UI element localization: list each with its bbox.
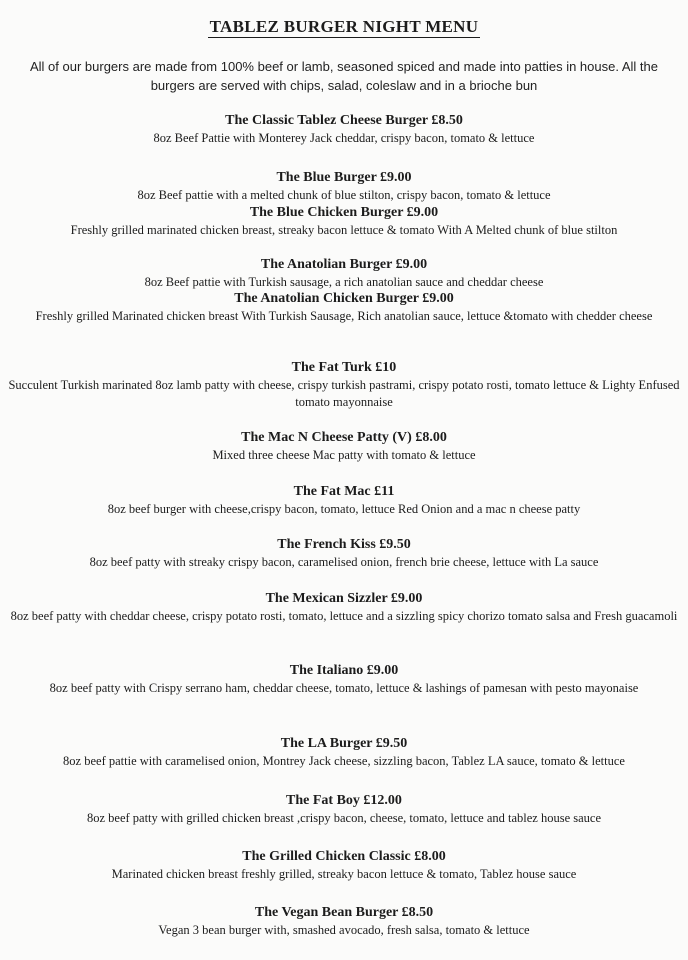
menu-item-fat-mac xyxy=(0,483,688,518)
menu-item-desc: 8oz beef pattie with caramelised onion, Montrey Jack cheese, sizzling bacon, Tablez LA sauce, tomato & lettuce xyxy=(63,754,625,768)
menu-item-name: The Blue Burger £9.00 xyxy=(276,170,412,185)
menu-item-italiano xyxy=(0,662,688,697)
menu-item-name: The Fat Mac £11 xyxy=(293,484,395,499)
menu-item-name: The French Kiss £9.50 xyxy=(277,537,411,552)
menu-item-name: The Anatolian Burger £9.00 xyxy=(260,257,428,272)
menu-item-desc: 8oz Beef Pattie with Monterey Jack cheddar, crispy bacon, tomato & lettuce xyxy=(153,131,535,145)
menu-item-name: The LA Burger £9.50 xyxy=(280,736,408,751)
menu-item-name: The Classic Tablez Cheese Burger £8.50 xyxy=(225,113,463,128)
menu-item-vegan-bean xyxy=(0,904,688,939)
menu-item-desc: 8oz beef patty with grilled chicken breast ,crispy bacon, cheese, tomato, lettuce and tablez house sauce xyxy=(86,811,602,825)
menu-item-desc: 8oz beef patty with Crispy serrano ham, cheddar cheese, tomato, lettuce & lashings of pamesan with pesto mayonaise xyxy=(49,681,639,695)
menu-item-anatolian xyxy=(0,256,688,291)
menu-item-desc: Succulent Turkish marinated 8oz lamb patty with cheese, crispy turkish pastrami, crispy potato rosti, tomato lettuce & Lighty Enfused tomato mayonnaise xyxy=(8,378,680,409)
menu-item-name: The Mac N Cheese Patty (V) £8.00 xyxy=(241,430,447,445)
menu-item-blue-chicken xyxy=(0,204,688,239)
menu-item-desc: Freshly grilled marinated chicken breast, streaky bacon lettuce & tomato With A Melted chunk of blue stilton xyxy=(70,223,618,237)
menu-item-mexican-sizzler xyxy=(0,590,688,625)
menu-item-desc: 8oz Beef pattie with a melted chunk of blue stilton, crispy bacon, tomato & lettuce xyxy=(137,188,551,202)
menu-title-text: TABLEZ BURGER NIGHT MENU xyxy=(209,17,479,36)
menu-item-fat-boy xyxy=(0,792,688,827)
menu-item-blue-burger xyxy=(0,169,688,204)
menu-item-fat-turk xyxy=(0,359,688,411)
menu-title xyxy=(0,17,688,37)
menu-item-desc: Marinated chicken breast freshly grilled, streaky bacon lettuce & tomato, Tablez house sauce xyxy=(111,867,577,881)
menu-item-desc: 8oz beef patty with cheddar cheese, crispy potato rosti, tomato, lettuce and a sizzling spicy chorizo tomato salsa and Fresh guacamoli xyxy=(10,609,678,623)
menu-item-name: The Fat Boy £12.00 xyxy=(286,793,402,808)
menu-item-desc: Mixed three cheese Mac patty with tomato & lettuce xyxy=(212,448,476,462)
menu-item-name: The Fat Turk £10 xyxy=(291,360,397,375)
menu-item-la-burger xyxy=(0,735,688,770)
menu-item-desc: Freshly grilled Marinated chicken breast With Turkish Sausage, Rich anatolian sauce, lettuce &tomato with chedder cheese xyxy=(35,309,653,323)
menu-item-french-kiss xyxy=(0,536,688,571)
menu-intro: All of our burgers are made from 100% beef or lamb, seasoned spiced and made into patties in house. All the burgers are served with chips, salad, coleslaw and in a brioche bun xyxy=(30,59,658,93)
menu-item-desc: 8oz beef patty with streaky crispy bacon, caramelised onion, french brie cheese, lettuce with La sauce xyxy=(89,555,599,569)
menu-item-grilled-chicken xyxy=(0,848,688,883)
menu-item-name: The Grilled Chicken Classic £8.00 xyxy=(242,849,446,864)
menu-item-anatolian-chicken xyxy=(0,290,688,325)
menu-item-classic-cheese xyxy=(0,112,688,147)
menu-item-desc: Vegan 3 bean burger with, smashed avocado, fresh salsa, tomato & lettuce xyxy=(158,923,530,937)
menu-item-name: The Mexican Sizzler £9.00 xyxy=(265,591,423,606)
menu-item-desc: 8oz beef burger with cheese,crispy bacon, tomato, lettuce Red Onion and a mac n cheese patty xyxy=(107,502,581,516)
menu-item-name: The Vegan Bean Burger £8.50 xyxy=(254,905,434,920)
menu-item-name: The Italiano £9.00 xyxy=(289,663,399,678)
menu-item-desc: 8oz Beef pattie with Turkish sausage, a rich anatolian sauce and cheddar cheese xyxy=(144,275,544,289)
menu-item-mac-n-cheese xyxy=(0,429,688,464)
menu-item-name: The Blue Chicken Burger £9.00 xyxy=(249,205,439,220)
menu-item-name: The Anatolian Chicken Burger £9.00 xyxy=(234,291,454,306)
